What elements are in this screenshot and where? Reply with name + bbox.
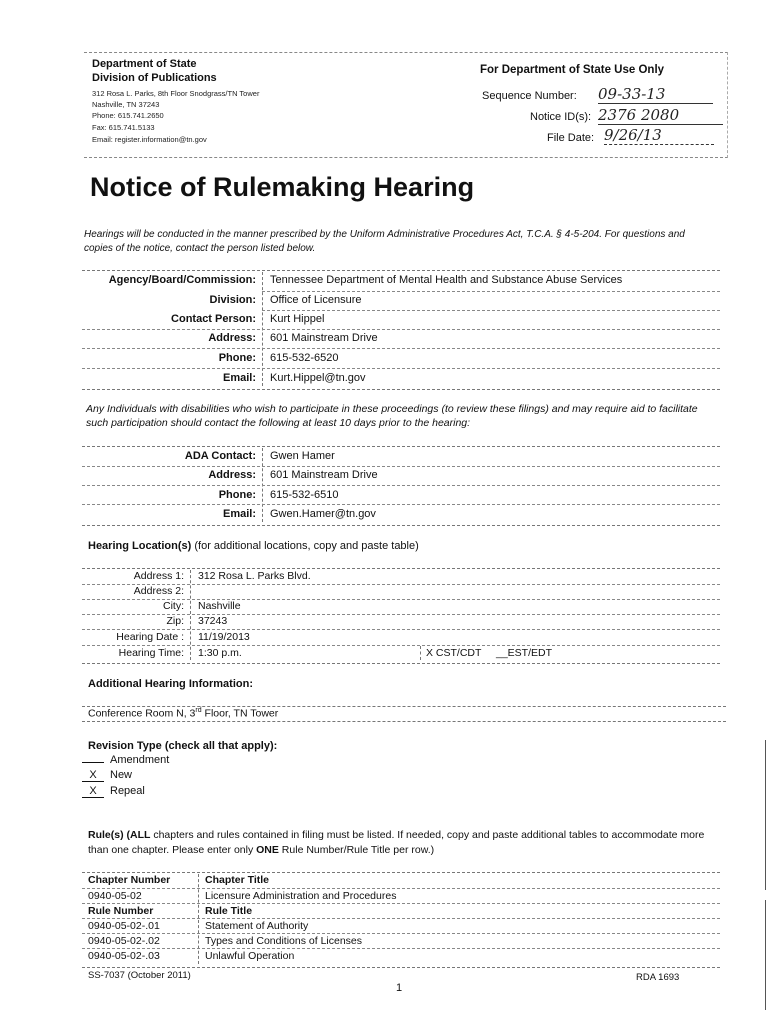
division-name: Division of Publications	[92, 72, 217, 84]
timezone-est: __EST/EDT	[496, 647, 553, 659]
state-use-only-heading: For Department of State Use Only	[480, 64, 665, 76]
agency-row-divider	[82, 368, 720, 369]
rule-number-header: Rule Number	[88, 905, 154, 917]
time-zone-separator	[420, 646, 421, 660]
contact-person-value: Kurt Hippel	[270, 313, 325, 325]
sequence-number-label: Sequence Number:	[482, 90, 577, 102]
rules-row-divider	[82, 903, 720, 904]
ada-note: Any Individuals with disabilities who wish to participate in these proceedings (to review these filings) and may require aid to facilitate such participation should contact the following at least 10 days prior to the hearing:	[86, 403, 698, 429]
division-label: Division:	[209, 294, 256, 306]
timezone-cst: X CST/CDT	[426, 647, 482, 659]
contact-address-label: Address:	[208, 332, 256, 344]
city-label: City:	[163, 600, 184, 612]
address1-value: 312 Rosa L. Parks Blvd.	[198, 570, 311, 582]
revision-repeal	[82, 785, 145, 798]
margin-mark	[765, 900, 766, 1010]
rules-table	[82, 872, 720, 968]
amendment-checkbox[interactable]	[82, 762, 104, 763]
revision-amendment	[82, 754, 169, 766]
department-name: Department of State	[92, 58, 197, 70]
additional-info-superscript: rd	[195, 707, 202, 714]
file-date-label: File Date:	[547, 132, 595, 144]
rules-instructions-text-1: chapters and rules contained in filing must be listed. If needed, copy and paste additional tables to accommodate more than one chapter. Please enter only	[88, 829, 705, 856]
agency-row-divider	[82, 348, 720, 349]
hearing-location-note: (for additional locations, copy and paste table)	[194, 540, 419, 552]
new-checkbox[interactable]: X	[82, 769, 104, 782]
hearing-date-value: 11/19/2013	[198, 631, 250, 643]
ada-address-value: 601 Mainstream Drive	[270, 469, 378, 481]
additional-info-prefix: Conference Room N, 3	[88, 707, 196, 720]
notice-id-label: Notice ID(s):	[530, 111, 592, 123]
notice-id-row	[530, 111, 591, 123]
chapter-title-header: Chapter Title	[205, 874, 269, 886]
file-date-value: 9/26/13	[604, 126, 714, 145]
file-date-row	[547, 132, 594, 144]
contact-phone-value: 615-532-6520	[270, 352, 339, 364]
margin-mark	[765, 740, 766, 890]
address-line-1: 312 Rosa L. Parks, 8th Floor Snodgrass/TN Tower	[92, 89, 260, 98]
additional-info-suffix: Floor, TN Tower	[201, 707, 279, 720]
rule-title: Types and Conditions of Licenses	[205, 935, 363, 947]
contact-phone-label: Phone:	[218, 352, 256, 364]
page-number: 1	[396, 982, 403, 994]
repeal-checkbox[interactable]: X	[82, 785, 104, 798]
ada-email-label: Email:	[222, 508, 256, 520]
rda-number: RDA 1693	[636, 972, 680, 983]
ada-row-divider	[82, 466, 720, 467]
contact-email-value: Kurt.Hippel@tn.gov	[270, 372, 366, 384]
intro-text: Hearings will be conducted in the manner prescribed by the Uniform Administrative Procedures Act, T.C.A. § 4-5-204. For questions and copies of the notice, contact the person listed below.	[84, 229, 685, 254]
contact-email-label: Email:	[222, 372, 256, 384]
repeal-label: Repeal	[110, 785, 145, 797]
rule-title: Unlawful Operation	[205, 950, 295, 962]
rules-row-divider	[82, 888, 720, 889]
hearing-location-title: Hearing Location(s)	[88, 540, 192, 552]
ada-phone-label: Phone:	[218, 489, 256, 501]
rules-instructions-bold-2: ONE	[256, 844, 279, 856]
rule-title-header: Rule Title	[205, 905, 253, 917]
hearing-location-heading	[88, 540, 419, 552]
hearing-time-label: Hearing Time:	[118, 647, 184, 659]
ada-email-value: Gwen.Hamer@tn.gov	[270, 508, 376, 520]
ada-address-label: Address:	[208, 469, 256, 481]
rule-number: 0940-05-02-.01	[88, 920, 160, 932]
chapter-number-header: Chapter Number	[88, 874, 171, 886]
hearing-time-value: 1:30 p.m.	[198, 647, 242, 659]
address-line-3: Phone: 615.741.2650	[92, 111, 164, 120]
additional-info-heading: Additional Hearing Information:	[88, 678, 253, 690]
rule-title: Statement of Authority	[205, 920, 309, 932]
zip-label: Zip:	[166, 615, 184, 627]
city-value: Nashville	[198, 600, 241, 612]
chapter-number: 0940-05-02	[88, 890, 142, 902]
form-number: SS-7037 (October 2011)	[88, 970, 191, 981]
agency-row-divider	[82, 329, 720, 330]
rules-instructions-bold-1: Rule(s) (ALL	[88, 829, 151, 841]
ada-contact-value: Gwen Hamer	[270, 450, 335, 462]
ada-contact-label: ADA Contact:	[184, 450, 256, 462]
contact-person-label: Contact Person:	[171, 313, 256, 325]
page-title: Notice of Rulemaking Hearing	[90, 172, 475, 202]
zip-value: 37243	[198, 615, 228, 627]
amendment-label: Amendment	[110, 754, 170, 766]
address-line-2: Nashville, TN 37243	[92, 100, 160, 109]
rules-row-divider	[82, 948, 720, 949]
new-label: New	[110, 769, 133, 781]
address2-label: Address 2:	[133, 585, 184, 597]
location-row-divider	[82, 645, 720, 646]
ada-phone-value: 615-532-6510	[270, 489, 339, 501]
rules-row-divider	[82, 918, 720, 919]
agency-value: Tennessee Department of Mental Health and Substance Abuse Services	[270, 274, 623, 286]
revision-type-heading: Revision Type (check all that apply):	[88, 740, 278, 752]
agency-row-divider	[262, 310, 720, 311]
address-line-4: Fax: 615.741.5133	[92, 123, 155, 132]
division-value: Office of Licensure	[270, 294, 362, 306]
rule-number: 0940-05-02-.02	[88, 935, 160, 947]
chapter-title: Licensure Administration and Procedures	[205, 890, 397, 902]
revision-new	[82, 769, 132, 782]
rule-number: 0940-05-02-.03	[88, 950, 160, 962]
rules-instructions-text-2: Rule Number/Rule Title per row.)	[278, 844, 435, 856]
ada-row-divider	[82, 504, 720, 505]
sequence-number-value: 09-33-13	[598, 85, 713, 104]
rules-row-divider	[82, 933, 720, 934]
rules-instructions	[88, 828, 718, 858]
additional-info-value	[88, 707, 278, 720]
notice-id-value: 2376 2080	[598, 106, 723, 125]
location-row-divider	[82, 629, 720, 630]
agency-label: Agency/Board/Commission:	[108, 274, 256, 286]
sequence-number-row	[482, 90, 577, 102]
agency-row-divider	[262, 291, 720, 292]
contact-address-value: 601 Mainstream Drive	[270, 332, 378, 344]
ada-row-divider	[82, 485, 720, 486]
hearing-date-label: Hearing Date :	[116, 631, 184, 643]
address-line-5: Email: register.information@tn.gov	[92, 135, 207, 144]
address1-label: Address 1:	[133, 570, 184, 582]
